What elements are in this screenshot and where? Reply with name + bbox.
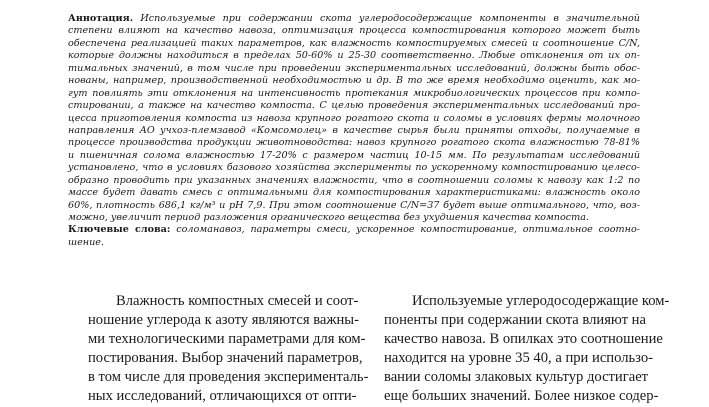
body-line: ных исследований, отличающихся от опти- xyxy=(88,388,357,405)
abstract-line: нованы, например, производственной необходимостью и др. В то же время необходимо оценить, как мо- xyxy=(68,75,640,87)
body-line: вании соломы злаковых культур достигает xyxy=(384,369,649,386)
abstract-line: стировании, а также на качество компоста. С целью проведения экспериментальных исследований про- xyxy=(68,100,640,112)
abstract-line: можно, увеличит период разложения органического вещества без ухудшения качества компоста. xyxy=(68,212,589,223)
abstract-line: тимальных значений, в том числе при проведении экспериментальных исследований, должны быть обос- xyxy=(68,62,640,74)
abstract-line: степени влияют на качество навоза, оптимизация процесса компостирования которого может быть xyxy=(68,25,640,37)
keywords-label: Ключевые слова: xyxy=(68,224,171,236)
body-line: в том числе для проведения эксперименталь- xyxy=(88,369,369,386)
abstract-label: Аннотация. xyxy=(68,13,134,24)
keywords-line: Ключевые слова: соломанавоз, параметры смеси, ускоренное компостирование, оптимальное соотно- xyxy=(68,224,640,236)
body-line: качество навоза. В опилках это соотношение xyxy=(384,331,663,348)
body-right-column xyxy=(384,292,670,407)
abstract-line: которые должны находиться в пределах 50-60% и 25-30 соответственно. Любые отклонения от их оп- xyxy=(68,50,640,62)
abstract-line: массе будет давать смесь с оптимальными для компостирования характеристиками: влажность около xyxy=(68,187,640,199)
body-line: еще больших значений. Более низкое содер- xyxy=(384,388,659,405)
abstract-line: Аннотация. Используемые при содержании скота углеродосодержащие компоненты в значительной xyxy=(68,13,640,24)
abstract xyxy=(68,13,640,249)
body-line: Используемые углеродосодержащие ком- xyxy=(412,293,670,309)
abstract-line: образно проводить при указанных значениях влажности, что в соотношении соломы к навозу как 1:2 по xyxy=(68,174,640,186)
body-left-column xyxy=(88,292,369,407)
keywords-line: шение. xyxy=(68,236,104,248)
body-line: поненты при содержании скота влияют на xyxy=(384,312,646,329)
body-line: ми технологическими параметрами для ком- xyxy=(88,331,366,348)
body-line: постирования. Выбор значений параметров, xyxy=(88,350,363,367)
abstract-line: 60%, плотность 686,1 кг/м³ и pH 7,9. При этом соотношение C/N=37 будет выше оптимального, что, воз- xyxy=(68,199,640,211)
abstract-line: гут повлиять эти отклонения на интенсивность протекания микробиологических процессов при компо- xyxy=(68,87,640,99)
abstract-line: установлено, что в условиях базового хозяйства эксперименты по ускоренному компостированию целесо- xyxy=(68,162,640,174)
abstract-line: и пшеничная солома влажностью 17-20% с размером частиц 10-15 мм. По результатам исследований xyxy=(68,149,640,161)
abstract-line: направления АО учхоз-племзавод «Комсомолец» в качестве сырья были приняты отходы, получаемые в xyxy=(68,124,640,136)
body-line: ношение углерода к азоту являются важны- xyxy=(88,312,359,329)
abstract-line: процессе производства продукции животноводства: навоз крупного рогатого скота влажностью 78-81% xyxy=(68,137,640,149)
abstract-line: обеспечена реализацией таких параметров, как влажность компостируемых смесей и соотношение C/N, xyxy=(68,37,640,49)
body-line: Влажность компостных смесей и соот- xyxy=(116,293,359,309)
abstract-line: цесса приготовления компоста из навоза крупного рогатого скота и соломы в условиях фермы молочного xyxy=(68,112,640,124)
body-line: находится на уровне 35 40, а при использо- xyxy=(384,350,653,367)
